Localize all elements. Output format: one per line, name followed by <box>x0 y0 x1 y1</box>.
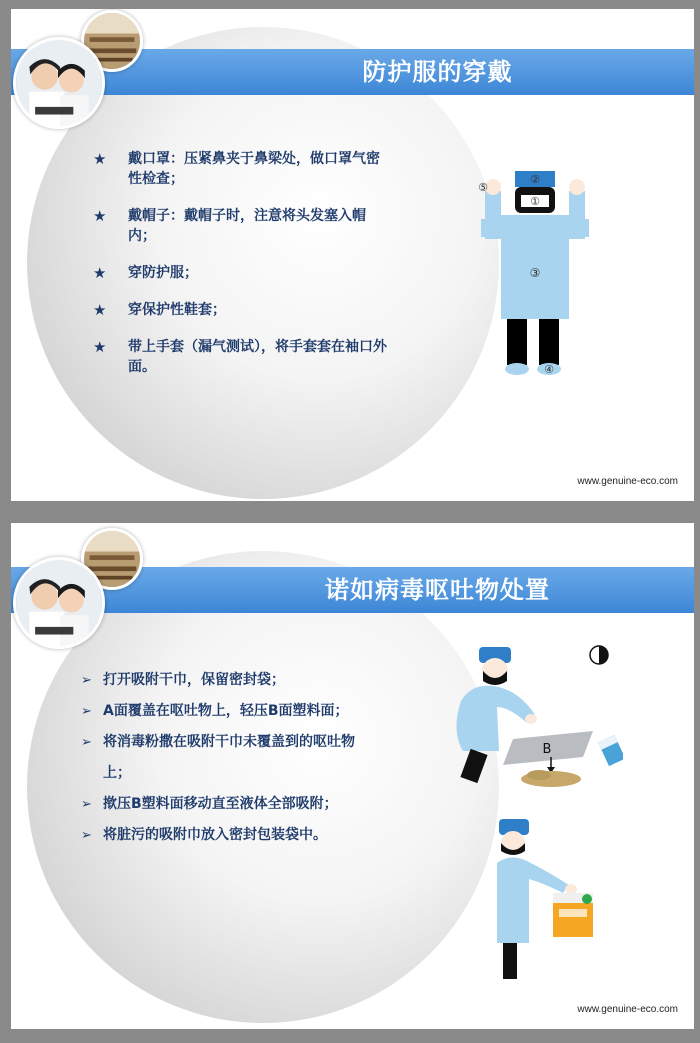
list-item <box>93 206 393 246</box>
list-item-text: 带上手套（漏气测试），将手套套在袖口外面。 <box>128 339 387 375</box>
footer-url: www.genuine-eco.com <box>577 1004 678 1015</box>
slide-title: 防护服的穿戴 <box>362 58 513 86</box>
list-item <box>93 300 393 320</box>
list-item <box>81 820 411 851</box>
disposal-steps-list <box>81 665 411 851</box>
star-icon: ★ <box>93 338 107 356</box>
arrow-bullet-icon: ➢ <box>81 828 92 843</box>
ppe-figure <box>477 169 597 384</box>
star-icon: ★ <box>93 264 107 282</box>
label-mask: ① <box>530 195 540 208</box>
list-item-text: 穿保护性鞋套； <box>128 302 226 318</box>
label-gown: ③ <box>529 266 541 280</box>
slide-vomit-disposal <box>11 523 694 1029</box>
list-item-text: 戴口罩：压紧鼻夹于鼻梁处，做口罩气密性检查； <box>128 151 380 187</box>
star-icon: ★ <box>93 301 107 319</box>
list-item <box>93 263 393 283</box>
list-item-text: 将消毒粉撒在吸附干巾未覆盖到的呕吐物上； <box>103 734 355 781</box>
star-icon: ★ <box>93 150 107 168</box>
students-photo <box>13 37 105 129</box>
sheet-label: B <box>542 742 552 757</box>
arrow-bullet-icon: ➢ <box>81 673 92 688</box>
students-photo <box>13 557 105 649</box>
list-item <box>81 727 411 789</box>
label-shoe: ④ <box>544 363 554 376</box>
list-item-text: 戴帽子：戴帽子时，注意将头发塞入帽内； <box>128 208 366 244</box>
slide-title: 诺如病毒呕吐物处置 <box>325 576 550 604</box>
list-item-text: 穿防护服； <box>128 265 198 281</box>
kneeling-worker-figure <box>443 641 623 791</box>
footer-url: www.genuine-eco.com <box>577 476 678 487</box>
list-item <box>81 665 411 696</box>
label-cap: ② <box>530 173 540 186</box>
arrow-bullet-icon: ➢ <box>81 735 92 750</box>
donning-steps-list <box>93 149 393 394</box>
list-item-text: 将脏污的吸附巾放入密封包装袋中。 <box>103 827 327 843</box>
list-item-text: A面覆盖在呕吐物上，轻压B面塑料面； <box>103 703 349 719</box>
label-glove: ⑤ <box>478 181 488 194</box>
list-item-text: 打开吸附干巾，保留密封袋； <box>103 672 285 688</box>
list-item <box>93 337 393 377</box>
list-item <box>93 149 393 189</box>
star-icon: ★ <box>93 207 107 225</box>
slide-ppe-donning <box>11 9 694 501</box>
list-item <box>81 696 411 727</box>
list-item-text: 揿压B塑料面移动直至液体全部吸附； <box>103 796 338 812</box>
list-item <box>81 789 411 820</box>
standing-worker-figure <box>491 813 611 983</box>
arrow-bullet-icon: ➢ <box>81 797 92 812</box>
arrow-bullet-icon: ➢ <box>81 704 92 719</box>
